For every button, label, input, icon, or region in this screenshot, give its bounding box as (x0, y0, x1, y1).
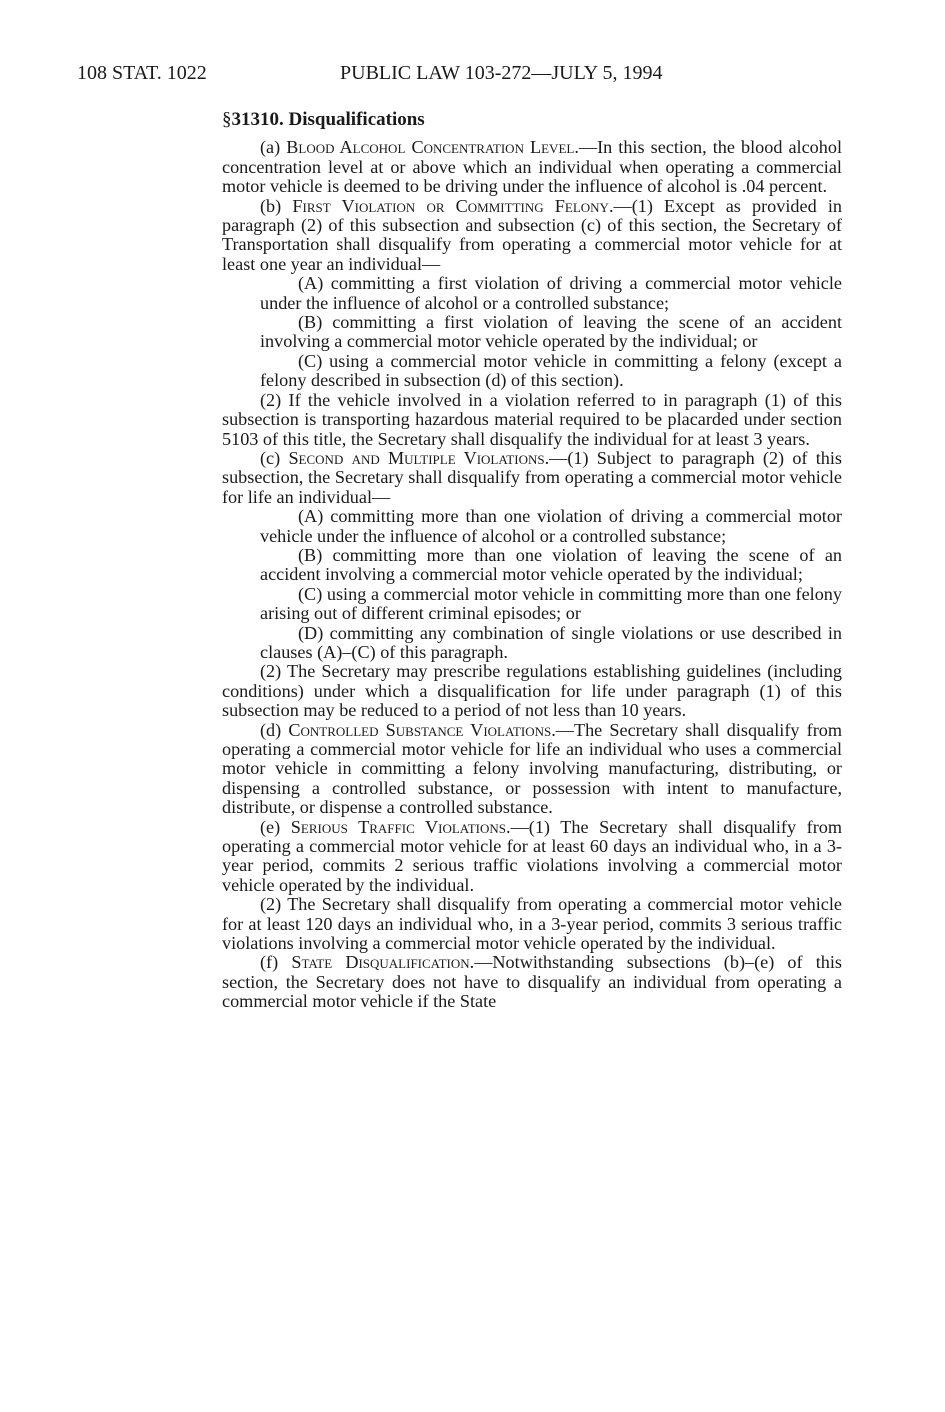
paragraph-text: (2) The Secretary shall disqualify from operating a commercial motor vehicle for at least 120 days an individual who, in a 3-year period, commits 3 serious traffic violations involving a commercial motor vehicle operated by the individual. (222, 894, 842, 954)
subsection-label: (a) (260, 137, 287, 158)
clause-paragraph (260, 546, 842, 585)
paragraph-text: (B) committing a first violation of leaving the scene of an accident involving a commercial motor vehicle operated by the individual; or (260, 312, 842, 352)
subsection-heading: Controlled Substance Violations. (288, 719, 556, 740)
clause-paragraph (260, 313, 842, 352)
document-body (222, 110, 842, 1012)
numbered-paragraph (222, 895, 842, 953)
section-title: 31310. Disqualifications (231, 109, 425, 130)
paragraph-text: (2) If the vehicle involved in a violation referred to in paragraph (1) of this subsection is transporting hazardous material required to be placarded under section 5103 of this title, the Secretary shall disqualify the individual for at least 3 years. (222, 389, 842, 449)
paragraph-text: (A) committing a first violation of driving a commercial motor vehicle under the influence of alcohol or a controlled substance; (260, 273, 842, 313)
paragraph-text: —In this section, the blood alcohol concentration level at or above which an individual when operating a commercial motor vehicle is deemed to be driving under the influence of alcohol is .04 percent. (222, 137, 843, 197)
subsection-paragraph (222, 818, 842, 896)
paragraph-text: (A) committing more than one violation of driving a commercial motor vehicle under the influence of alcohol or a controlled substance; (260, 506, 842, 546)
subsection-label: (e) (260, 816, 291, 837)
subsection-paragraph (222, 721, 842, 818)
clause-paragraph (260, 624, 842, 663)
page-reference: 108 STAT. 1022 (77, 62, 207, 84)
subsection-heading: State Disqualification. (291, 952, 475, 973)
clause-paragraph (260, 352, 842, 391)
subsection-heading: First Violation or Committing Felony. (292, 195, 614, 216)
clause-paragraph (260, 507, 842, 546)
subsection-paragraph (222, 449, 842, 507)
subsection-paragraph (222, 138, 842, 196)
subsection-heading: Serious Traffic Violations. (290, 816, 511, 837)
paragraph-text: —(1) Subject to paragraph (2) of this subsection, the Secretary shall disqualify from operating a commercial motor vehicle for life an individual— (222, 447, 843, 507)
section-paragraphs (222, 138, 842, 1011)
numbered-paragraph (222, 662, 842, 720)
paragraph-text: —Notwithstanding subsections (b)–(e) of this section, the Secretary does not have to disqualify an individual from operating a commercial motor vehicle if the State (222, 952, 843, 1012)
section-heading (222, 110, 842, 129)
clause-paragraph (260, 274, 842, 313)
subsection-heading: Second and Multiple Violations. (288, 447, 550, 468)
paragraph-text: (C) using a commercial motor vehicle in committing more than one felony arising out of different criminal episodes; or (260, 583, 842, 624)
subsection-heading: Blood Alcohol Concentration Level. (286, 137, 579, 158)
paragraph-text: (B) committing more than one violation of leaving the scene of an accident involving a commercial motor vehicle operated by the individual; (260, 544, 842, 585)
paragraph-text: (2) The Secretary may prescribe regulations establishing guidelines (including conditions) under which a disqualification for life under paragraph (1) of this subsection may be reduced to a period of not less than 10 years. (222, 661, 842, 721)
paragraph-text: —(1) Except as provided in paragraph (2) of this subsection and subsection (c) of this section, the Secretary of Transportation shall disqualify from operating a commercial motor vehicle for at least one year an individual— (222, 195, 842, 274)
paragraph-text: (C) using a commercial motor vehicle in committing a felony (except a felony described in subsection (d) of this section). (260, 350, 842, 391)
subsection-label: (f) (260, 952, 292, 973)
clause-paragraph (260, 585, 842, 624)
paragraph-text: —The Secretary shall disqualify from operating a commercial motor vehicle for life an individual who uses a commercial motor vehicle in committing a felony involving manufacturing, distributing, or dispensing a controlled substance, or possession with intent to manufacture, distribute, or dispense a controlled substance. (222, 719, 842, 818)
section-symbol: § (222, 109, 232, 130)
paragraph-text: (D) committing any combination of single violations or use described in clauses (A)–(C) of this paragraph. (260, 622, 842, 662)
subsection-paragraph (222, 197, 842, 275)
subsection-paragraph (222, 953, 842, 1011)
subsection-label: (b) (260, 195, 293, 216)
law-title: PUBLIC LAW 103-272—JULY 5, 1994 (340, 62, 663, 84)
paragraph-text: —(1) The Secretary shall disqualify from operating a commercial motor vehicle for at least 60 days an individual who, in a 3-year period, commits 2 serious traffic violations involving a commercial motor vehicle operated by the individual. (222, 816, 842, 895)
subsection-label: (c) (260, 447, 289, 468)
running-header (0, 62, 945, 92)
subsection-label: (d) (260, 719, 289, 740)
numbered-paragraph (222, 391, 842, 449)
